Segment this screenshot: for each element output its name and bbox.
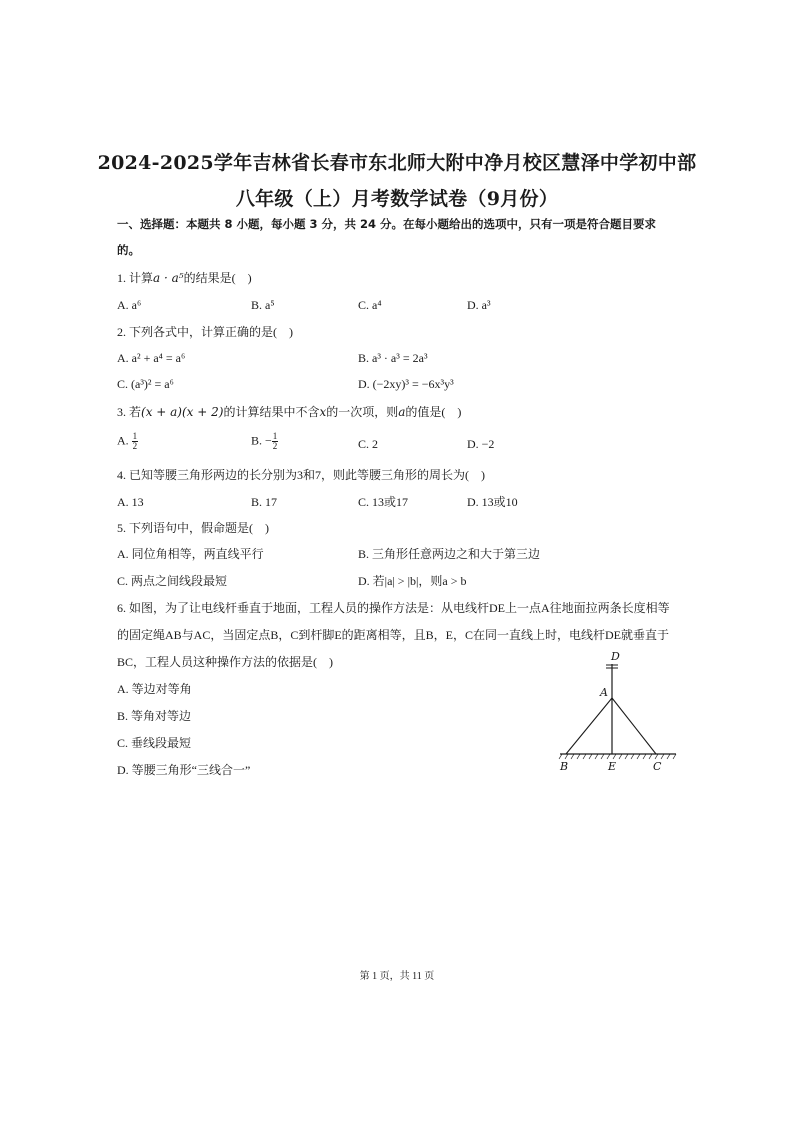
page-footer: 第 1 页，共 11 页 [359, 971, 435, 982]
rope-ac [612, 698, 656, 754]
ground-hatching [559, 754, 676, 759]
pole-diagram [556, 646, 686, 776]
fraction-denominator: 2 [132, 441, 138, 451]
q4-option-d: D. 13或10 [467, 495, 518, 509]
q1-option-c: C. a⁴ [358, 298, 382, 312]
q5-option-d: D. 若|a| > |b|，则a > b [358, 574, 467, 588]
question-6-stem-line3: BC，工程人员这种操作方法的依据是( ) [117, 655, 334, 669]
label-d: D [611, 650, 620, 663]
q1-option-d: D. a³ [467, 298, 491, 312]
q1-option-b: B. a⁵ [251, 298, 275, 312]
q6-option-a: A. 等边对等角 [117, 682, 192, 696]
exam-title-line2: 八年级（上）月考数学试卷（9月份） [235, 188, 559, 210]
label-b: B [560, 760, 569, 773]
q3-stem-suffix: 的值是( ) [405, 405, 462, 419]
q2-option-d: D. (−2xy)³ = −6x³y³ [358, 377, 454, 391]
question-2-stem: 2. 下列各式中，计算正确的是( ) [117, 325, 293, 339]
label-a: A [600, 686, 608, 699]
q1-stem-prefix: 1. 计算 [117, 271, 154, 285]
q3-stem-math: (x + a)(x + 2) [141, 405, 224, 419]
q2-option-b: B. a³ · a³ = 2a³ [358, 351, 428, 365]
q3-stem-mid2: 的一次项，则 [326, 405, 399, 419]
q3-stem-mid: 的计算结果中不含 [223, 405, 320, 419]
q3-stem-var: x [319, 405, 327, 419]
question-6-stem-line1: 6. 如图，为了让电线杆垂直于地面，工程人员的操作方法是：从电线杆DE上一点A往地面拉两条长度相等 [117, 601, 670, 615]
fraction-numerator: 1 [132, 431, 138, 441]
q5-option-a: A. 同位角相等，两直线平行 [117, 547, 264, 561]
q3-option-b [251, 432, 278, 451]
q1-option-a: A. a⁶ [117, 298, 142, 312]
q5-option-c: C. 两点之间线段最短 [117, 574, 228, 588]
exam-title-line1: 2024-2025学年吉林省长春市东北师大附中净月校区慧泽中学初中部 [97, 152, 697, 174]
question-1-stem [117, 270, 252, 286]
q4-option-b: B. 17 [251, 495, 278, 509]
q2-option-c: C. (a³)² = a⁶ [117, 377, 174, 391]
q3-option-b-label: B. − [251, 433, 272, 448]
fraction-denominator: 2 [272, 441, 278, 451]
q3-option-a-fraction [132, 432, 139, 451]
fraction-numerator: 1 [272, 431, 278, 441]
q3-option-d: D. −2 [467, 437, 495, 451]
rope-ab [566, 698, 612, 754]
q3-option-a [117, 432, 138, 451]
q6-option-b: B. 等角对等边 [117, 709, 192, 723]
q3-stem-var2: a [398, 405, 406, 419]
section-heading: 一、选择题：本题共 8 小题，每小题 3 分，共 24 分。在每小题给出的选项中，只有一项是符合题目要求 [117, 217, 657, 231]
q3-stem-prefix: 3. 若 [117, 405, 142, 419]
q3-option-a-label: A. [117, 433, 129, 448]
question-5-stem: 5. 下列语句中，假命题是( ) [117, 521, 269, 535]
question-6-stem-line2: 的固定绳AB与AC，当固定点B，C到杆脚E的距离相等，且B，E，C在同一直线上时，电线杆DE就垂直于 [117, 628, 670, 642]
q5-option-b: B. 三角形任意两边之和大于第三边 [358, 547, 541, 561]
q6-option-c: C. 垂线段最短 [117, 736, 192, 750]
q3-option-c: C. 2 [358, 437, 379, 451]
label-c: C [653, 760, 662, 773]
q4-option-c: C. 13或17 [358, 495, 409, 509]
q3-option-b-fraction [272, 432, 279, 451]
q6-option-d: D. 等腰三角形“三线合一” [117, 763, 251, 777]
question-4-stem: 4. 已知等腰三角形两边的长分别为3和7，则此等腰三角形的周长为( ) [117, 468, 485, 482]
label-e: E [608, 760, 617, 773]
q4-option-a: A. 13 [117, 495, 144, 509]
q1-stem-math: a · a⁵ [153, 271, 184, 285]
question-3-stem [117, 404, 461, 420]
q2-option-a: A. a² + a⁴ = a⁶ [117, 351, 186, 365]
q1-stem-suffix: 的结果是( ) [183, 271, 252, 285]
section-heading-cont: 的。 [117, 243, 140, 257]
